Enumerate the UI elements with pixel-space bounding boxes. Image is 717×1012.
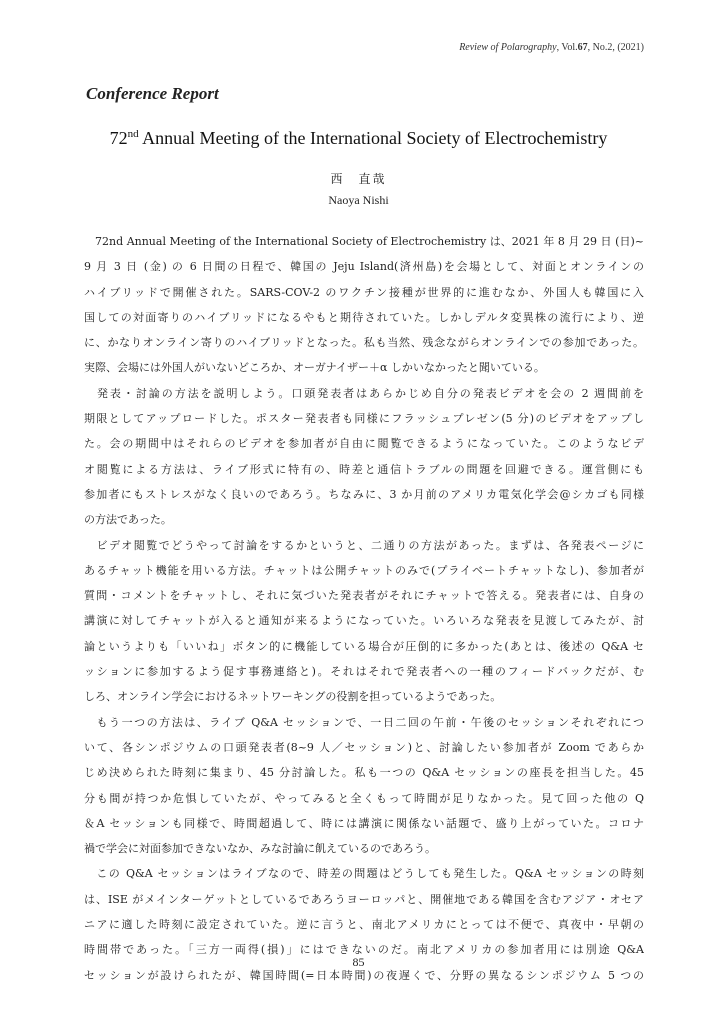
body-line: ＆A セッションも同様で、時間超過して、時には講演に関係ない話題で、盛り上がっていた。コロナ — [84, 816, 644, 830]
header-vol-prefix: , Vol. — [556, 42, 578, 53]
body-line: いて、各シンポジウムの口頭発表者(8~9 人／セッション)と、討論したい参加者が Zoom であらか — [84, 740, 644, 754]
body-line: この Q&A セッションはライブなので、時差の問題はどうしても発生した。Q&A セッションの時刻 — [84, 867, 644, 881]
body-line: ニアに適した時刻に設定されていた。逆に言うと、南北アメリカにとっては不便で、真夜中・早朝の — [84, 918, 644, 932]
header-issue: , No.2, (2021) — [587, 42, 644, 53]
body-line: ッションに参加するよう促す事務連絡と)。それはそれで発表者への一種のフィードバックだが、む — [84, 665, 644, 679]
body-line: 時間帯であった。「三方一両得(損)」にはできないのだ。南北アメリカの参加者用には別途 Q&A — [84, 943, 644, 957]
page-number: 85 — [352, 955, 365, 969]
body-line: 発表・討論の方法を説明しよう。口頭発表者はあらかじめ自分の発表ビデオを会の 2 週間前を — [84, 386, 644, 400]
body-line: に、かなりオンライン寄りのハイブリッドとなった。私も当然、残念ながらオンラインでの参加であった。 — [84, 336, 644, 350]
journal-name: Review of Polarography — [459, 42, 557, 53]
body-line: じめ決められた時刻に集まり、45 分討論した。私も一つの Q&A セッションの座長を担当した。45 — [84, 766, 644, 780]
article-title — [0, 128, 717, 149]
body-line: 質問・コメントをチャットし、それに気づいた発表者がそれにチャットで答える。発表者には、自身の — [84, 589, 644, 603]
article-body — [84, 229, 644, 988]
body-line: セッションが設けられたが、韓国時間(=日本時間)の夜遅くで、分野の異なるシンポジウム 5 つの — [84, 968, 644, 982]
title-ordinal-suffix: nd — [127, 128, 139, 140]
running-header — [459, 42, 644, 53]
body-line: もう一つの方法は、ライブ Q&A セッションで、一日二回の午前・午後のセッションそれぞれにつ — [84, 715, 644, 729]
body-line: 分も間が持つか危惧していたが、やってみると全くもって時間が足りなかった。見て回った他の Q — [84, 791, 644, 805]
body-line: 論というよりも「いいね」ボタン的に機能している場合が圧倒的に多かった(あとは、後述の Q&A セ — [84, 639, 644, 653]
author-name-japanese: 西 直哉 — [330, 172, 387, 186]
body-line: 講演に対してチャットが入ると通知が来るようになっていた。いろいろな発表を見渡してみたが、討 — [84, 614, 644, 628]
body-line: ビデオ閲覧でどうやって討論をするかというと、二通りの方法があった。まずは、各発表ページに — [84, 538, 644, 552]
body-line: オ閲覧による方法は、ライブ形式に特有の、時差と通信トラブルの問題を回避できる。運営側にも — [84, 462, 644, 476]
body-line: あるチャット機能を用いる方法。チャットは公開チャットのみで(プライベートチャットなし)、参加者が — [84, 563, 644, 577]
body-line: 72nd Annual Meeting of the International Society of Electrochemistry は、2021 年 8 月 29 日 (日)~ — [84, 235, 644, 248]
body-line: 参加者にもストレスがなく良いのであろう。ちなみに、3 か月前のアメリカ電気化学会@シカゴも同様 — [84, 487, 644, 501]
body-line: 期限としてアップロードした。ポスター発表者も同様にフラッシュプレゼン(5 分)のビデオをアップし — [84, 412, 644, 426]
author-name-english: Naoya Nishi — [328, 193, 389, 207]
title-number: 72 — [109, 128, 128, 148]
body-line: た。会の期間中はそれらのビデオを参加者が自由に閲覧できるようになっていた。このようなビデ — [84, 437, 644, 451]
body-line: 禍で学会に対面参加できないなか、みな討論に飢えているのであろう。 — [84, 842, 436, 856]
body-line: 9 月 3 日 (金) の 6 日間の日程で、韓国の Jeju Island(済州島)を会場として、対面とオンラインの — [84, 260, 644, 274]
title-text: Annual Meeting of the International Society of Electrochemistry — [138, 128, 608, 148]
body-line: の方法であった。 — [84, 513, 172, 527]
body-line: 国しての対面寄りのハイブリッドになるやもと期待されていた。しかしデルタ変異株の流行により、逆 — [84, 310, 644, 324]
body-line: ハイブリッドで開催された。SARS-COV-2 のワクチン接種が世界的に進むなか、外国人も韓国に入 — [84, 285, 644, 299]
volume-number: 67 — [577, 42, 588, 53]
body-line: は、ISE がメインターゲットとしているであろうヨーロッパと、開催地である韓国を含むアジア・オセア — [84, 892, 644, 906]
section-label: Conference Report — [86, 84, 219, 103]
body-line: しろ、オンライン学会におけるネットワーキングの役割を担っているようであった。 — [84, 690, 502, 704]
body-line: 実際、会場には外国人がいないどころか、オーガナイザー＋α しかいなかったと聞いている。 — [84, 361, 545, 375]
